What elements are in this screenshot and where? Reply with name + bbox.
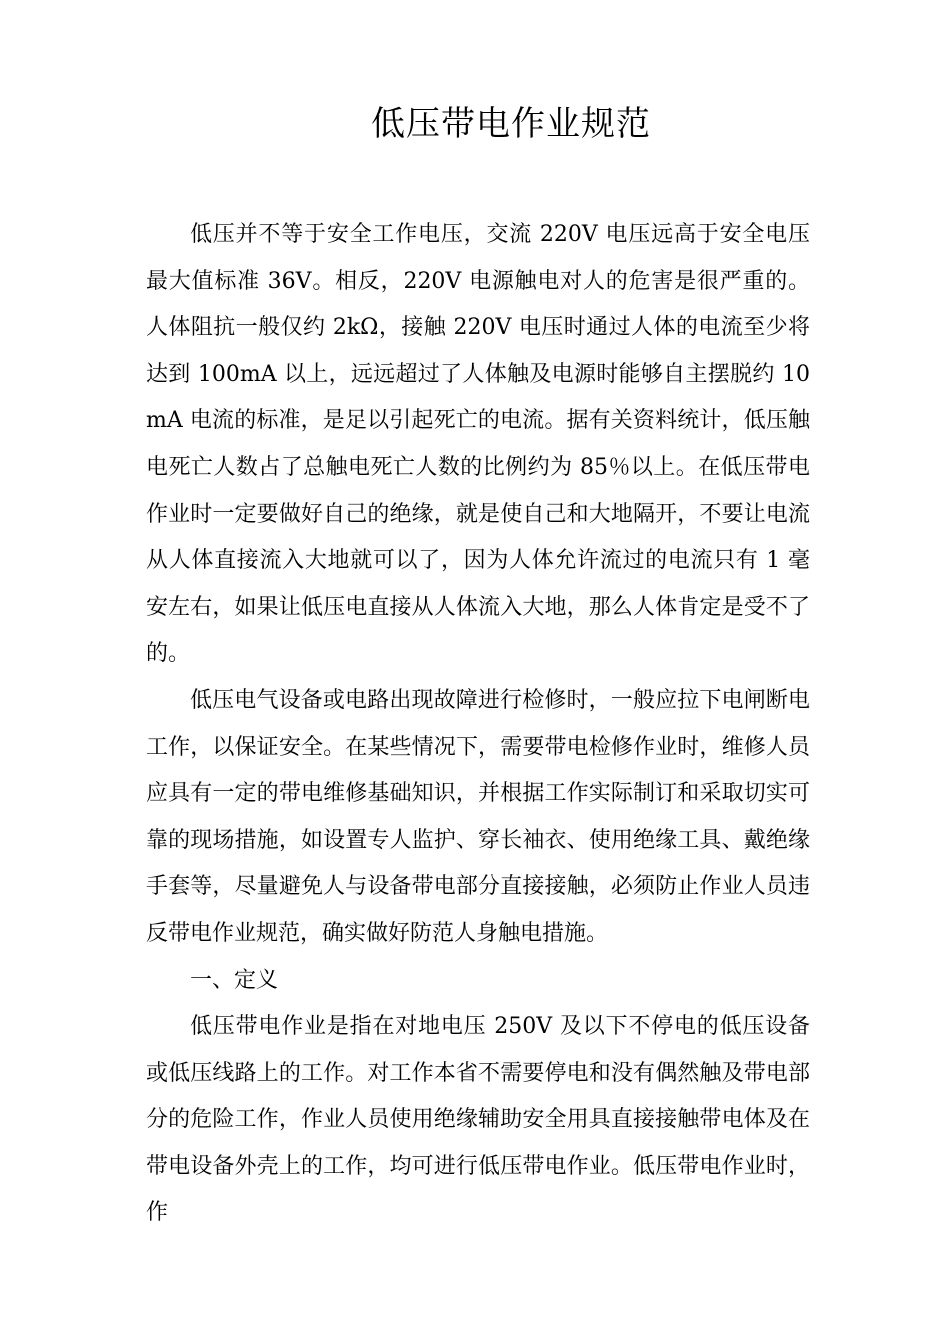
paragraph-intro: 低压并不等于安全工作电压，交流 220V 电压远高于安全电压最大值标准 36V。相反，220V 电源触电对人的危害是很严重的。人体阻抗一般仅约 2kΩ，接触 220V 电压时通过人体的电流至少将达到 100mA 以上，远远超过了人体触及电源时能够自主摆脱约 10mA 电流的标准，是足以引起死亡的电流。据有关资料统计，低压触电死亡人数占了总触电死亡人数的比例约为 85％以上。在低压带电作业时一定要做好自己的绝缘，就是使自己和大地隔开，不要让电流从人体直接流入大地就可以了，因为人体允许流过的电流只有 1 毫安左右，如果让低压电直接从人体流入大地，那么人体肯定是受不了的。 <box>146 222 810 667</box>
document-title: 低压带电作业规范 <box>371 104 651 144</box>
document-body <box>146 212 810 1237</box>
section-heading-definition: 一、定义 <box>190 967 279 993</box>
paragraph-maintenance: 低压电气设备或电路出现故障进行检修时，一般应拉下电闸断电工作，以保证安全。在某些情况下，需要带电检修作业时，维修人员应具有一定的带电维修基础知识，并根据工作实际制订和采取切实可靠的现场措施，如设置专人监护、穿长袖衣、使用绝缘工具、戴绝缘手套等，尽量避免人与设备带电部分直接接触，必须防止作业人员违反带电作业规范，确实做好防范人身触电措施。 <box>146 687 810 946</box>
paragraph-definition: 低压带电作业是指在对地电压 250V 及以下不停电的低压设备或低压线路上的工作。对工作本省不需要停电和没有偶然触及带电部分的危险工作，作业人员使用绝缘辅助安全用具直接接触带电体及在带电设备外壳上的工作，均可进行低压带电作业。低压带电作业时，作 <box>146 1014 810 1226</box>
